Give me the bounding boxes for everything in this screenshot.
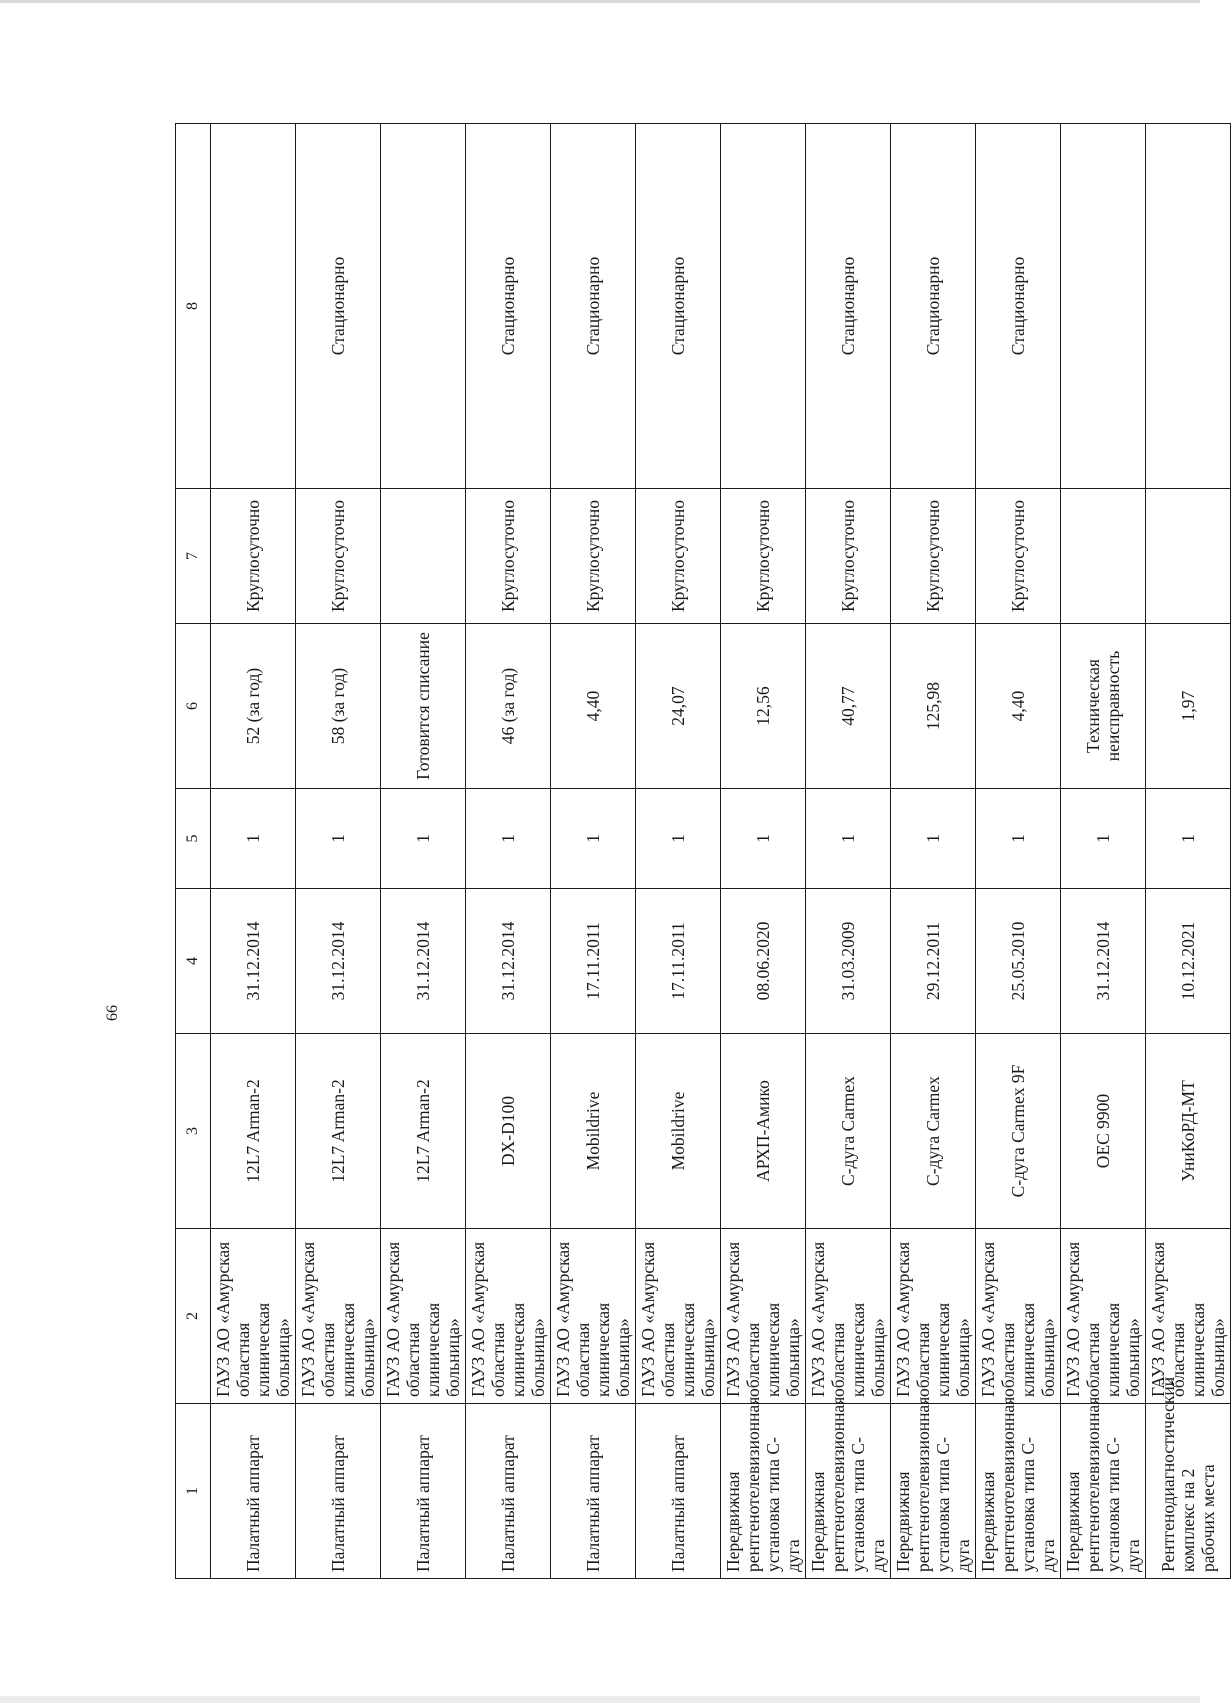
model-cell: С-дуга Carmex <box>891 1034 976 1229</box>
quantity-cell: 1 <box>891 789 976 889</box>
table-row <box>721 124 806 1579</box>
equipment-table <box>175 123 1231 1579</box>
header-cell-4: 4 <box>176 889 211 1034</box>
equipment-type-cell: Палатный аппарат <box>296 1404 381 1579</box>
commission-date-cell: 17.11.2011 <box>636 889 721 1034</box>
table-row <box>296 124 381 1579</box>
operation-mode-cell: Круглосуточно <box>806 489 891 624</box>
table-body <box>176 124 1231 1579</box>
quantity-cell: 1 <box>211 789 296 889</box>
workload-cell: 1,97 <box>1146 624 1231 789</box>
table-row <box>636 124 721 1579</box>
organization-cell: ГАУЗ АО «Амурская областная клиническая больница» <box>976 1229 1061 1404</box>
operation-mode-cell: Круглосуточно <box>296 489 381 624</box>
workload-cell: 24,07 <box>636 624 721 789</box>
operation-mode-cell: Круглосуточно <box>721 489 806 624</box>
model-cell: АРХП-Амико <box>721 1034 806 1229</box>
usage-type-cell: Стационарно <box>296 124 381 489</box>
workload-cell: 52 (за год) <box>211 624 296 789</box>
usage-type-cell: Стационарно <box>636 124 721 489</box>
table-row <box>211 124 296 1579</box>
commission-date-cell: 31.12.2014 <box>381 889 466 1034</box>
header-cell-5: 5 <box>176 789 211 889</box>
operation-mode-cell <box>381 489 466 624</box>
quantity-cell: 1 <box>1146 789 1231 889</box>
commission-date-cell: 31.03.2009 <box>806 889 891 1034</box>
page-number: 66 <box>104 1005 121 1021</box>
equipment-type-cell: Передвижная рентгенотелевизионная установка типа С-дуга <box>721 1404 806 1579</box>
table-row <box>976 124 1061 1579</box>
quantity-cell: 1 <box>1061 789 1146 889</box>
header-cell-2: 2 <box>176 1229 211 1404</box>
equipment-type-cell: Палатный аппарат <box>551 1404 636 1579</box>
model-cell: 12L7 Arman-2 <box>296 1034 381 1229</box>
quantity-cell: 1 <box>551 789 636 889</box>
workload-cell: 12,56 <box>721 624 806 789</box>
commission-date-cell: 29.12.2011 <box>891 889 976 1034</box>
equipment-type-cell: Передвижная рентгенотелевизионная установка типа С-дуга <box>806 1404 891 1579</box>
quantity-cell: 1 <box>976 789 1061 889</box>
quantity-cell: 1 <box>806 789 891 889</box>
equipment-type-cell: Передвижная рентгенотелевизионная установка типа С-дуга <box>976 1404 1061 1579</box>
equipment-type-cell: Палатный аппарат <box>211 1404 296 1579</box>
table-row <box>551 124 636 1579</box>
header-cell-6: 6 <box>176 624 211 789</box>
usage-type-cell: Стационарно <box>806 124 891 489</box>
model-cell: 12L7 Arman-2 <box>381 1034 466 1229</box>
operation-mode-cell <box>1061 489 1146 624</box>
operation-mode-cell: Круглосуточно <box>636 489 721 624</box>
equipment-type-cell: Передвижная рентгенотелевизионная установка типа С-дуга <box>1061 1404 1146 1579</box>
usage-type-cell <box>1061 124 1146 489</box>
commission-date-cell: 25.05.2010 <box>976 889 1061 1034</box>
quantity-cell: 1 <box>466 789 551 889</box>
equipment-type-cell: Палатный аппарат <box>466 1404 551 1579</box>
workload-cell: 4,40 <box>551 624 636 789</box>
equipment-type-cell: Рентгенодиагностический комплекс на 2 рабочих места <box>1146 1404 1231 1579</box>
operation-mode-cell: Круглосуточно <box>211 489 296 624</box>
header-cell-1: 1 <box>176 1404 211 1579</box>
rotated-table-wrapper <box>175 124 1228 1579</box>
model-cell: 12L7 Arman-2 <box>211 1034 296 1229</box>
organization-cell: ГАУЗ АО «Амурская областная клиническая больница» <box>636 1229 721 1404</box>
operation-mode-cell: Круглосуточно <box>551 489 636 624</box>
organization-cell: ГАУЗ АО «Амурская областная клиническая больница» <box>381 1229 466 1404</box>
scan-edge-bottom <box>0 1696 1200 1703</box>
workload-cell: 40,77 <box>806 624 891 789</box>
operation-mode-cell <box>1146 489 1231 624</box>
organization-cell: ГАУЗ АО «Амурская областная клиническая больница» <box>806 1229 891 1404</box>
commission-date-cell: 10.12.2021 <box>1146 889 1231 1034</box>
equipment-type-cell: Палатный аппарат <box>381 1404 466 1579</box>
organization-cell: ГАУЗ АО «Амурская областная клиническая больница» <box>1061 1229 1146 1404</box>
model-cell: OEC 9900 <box>1061 1034 1146 1229</box>
commission-date-cell: 31.12.2014 <box>296 889 381 1034</box>
table-row <box>381 124 466 1579</box>
usage-type-cell <box>211 124 296 489</box>
commission-date-cell: 08.06.2020 <box>721 889 806 1034</box>
scan-edge-top <box>0 0 1200 3</box>
header-cell-3: 3 <box>176 1034 211 1229</box>
quantity-cell: 1 <box>636 789 721 889</box>
operation-mode-cell: Круглосуточно <box>466 489 551 624</box>
equipment-type-cell: Передвижная рентгенотелевизионная установка типа С-дуга <box>891 1404 976 1579</box>
usage-type-cell: Стационарно <box>976 124 1061 489</box>
equipment-type-cell: Палатный аппарат <box>636 1404 721 1579</box>
table-row <box>466 124 551 1579</box>
organization-cell: ГАУЗ АО «Амурская областная клиническая больница» <box>211 1229 296 1404</box>
commission-date-cell: 31.12.2014 <box>1061 889 1146 1034</box>
workload-cell: Готовится списание <box>381 624 466 789</box>
quantity-cell: 1 <box>381 789 466 889</box>
model-cell: С-дуга Carmex <box>806 1034 891 1229</box>
usage-type-cell: Стационарно <box>551 124 636 489</box>
quantity-cell: 1 <box>296 789 381 889</box>
model-cell: УниКоРД-МТ <box>1146 1034 1231 1229</box>
organization-cell: ГАУЗ АО «Амурская областная клиническая больница» <box>721 1229 806 1404</box>
quantity-cell: 1 <box>721 789 806 889</box>
organization-cell: ГАУЗ АО «Амурская областная клиническая больница» <box>551 1229 636 1404</box>
header-cell-8: 8 <box>176 124 211 489</box>
organization-cell: ГАУЗ АО «Амурская областная клиническая больница» <box>891 1229 976 1404</box>
workload-cell: 125,98 <box>891 624 976 789</box>
operation-mode-cell: Круглосуточно <box>976 489 1061 624</box>
table-row <box>1061 124 1146 1579</box>
header-row <box>176 124 211 1579</box>
workload-cell: Техническая неисправность <box>1061 624 1146 789</box>
organization-cell: ГАУЗ АО «Амурская областная клиническая больница» <box>296 1229 381 1404</box>
workload-cell: 46 (за год) <box>466 624 551 789</box>
model-cell: Mobildrive <box>551 1034 636 1229</box>
usage-type-cell <box>721 124 806 489</box>
header-cell-7: 7 <box>176 489 211 624</box>
model-cell: Mobildrive <box>636 1034 721 1229</box>
usage-type-cell: Стационарно <box>466 124 551 489</box>
table-row <box>806 124 891 1579</box>
usage-type-cell: Стационарно <box>891 124 976 489</box>
workload-cell: 4,40 <box>976 624 1061 789</box>
organization-cell: ГАУЗ АО «Амурская областная клиническая больница» <box>1146 1229 1231 1404</box>
workload-cell: 58 (за год) <box>296 624 381 789</box>
commission-date-cell: 31.12.2014 <box>466 889 551 1034</box>
commission-date-cell: 31.12.2014 <box>211 889 296 1034</box>
usage-type-cell <box>1146 124 1231 489</box>
model-cell: С-дуга Carmex 9F <box>976 1034 1061 1229</box>
table-row <box>1146 124 1231 1579</box>
commission-date-cell: 17.11.2011 <box>551 889 636 1034</box>
model-cell: DX-D100 <box>466 1034 551 1229</box>
usage-type-cell <box>381 124 466 489</box>
table-row <box>891 124 976 1579</box>
operation-mode-cell: Круглосуточно <box>891 489 976 624</box>
organization-cell: ГАУЗ АО «Амурская областная клиническая больница» <box>466 1229 551 1404</box>
